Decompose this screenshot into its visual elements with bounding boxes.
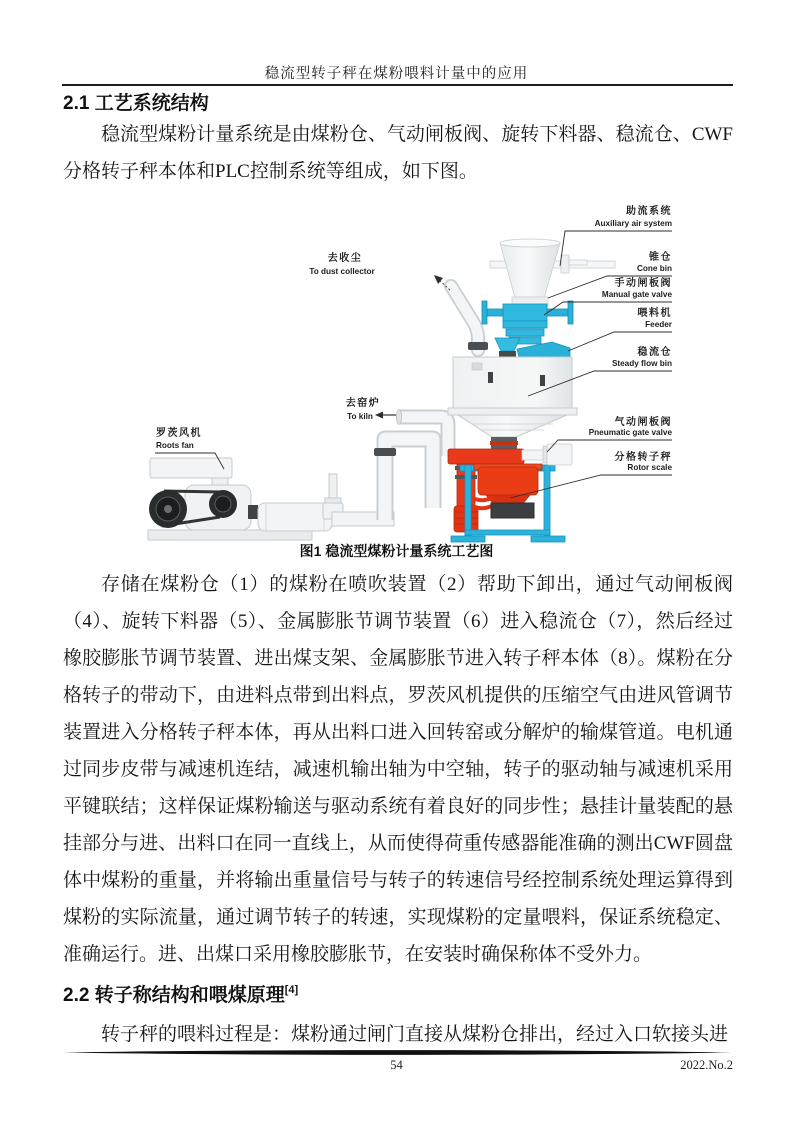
kiln-arrow-icon xyxy=(375,412,383,419)
label-rotor-scale-zh: 分格转子秤 xyxy=(614,452,672,463)
section-heading-2-1: 2.1 工艺系统结构 xyxy=(63,93,209,114)
cone-bin-illustration xyxy=(500,239,560,306)
label-kiln-en: To kiln xyxy=(347,412,373,421)
section-heading-2-2-text: 2.2 转子称结构和喂煤原理 xyxy=(63,985,285,1006)
figure1-caption: 图1 稳流型煤粉计量系统工艺图 xyxy=(299,543,494,559)
label-kiln-zh: 去窑炉 xyxy=(345,398,381,409)
header-rule xyxy=(62,84,733,86)
intro-paragraph: 稳流型煤粉计量系统是由煤粉仓、气动闸板阀、旋转下料器、稳流仓、CWF分格转子秤本体和PLC控制系统等组成，如下图。 xyxy=(63,124,733,182)
roots-fan-illustration xyxy=(148,458,394,540)
label-cone-en: Cone bin xyxy=(636,264,672,273)
page-number: 54 xyxy=(390,1058,403,1072)
label-manual-valve-zh: 手动闸板阀 xyxy=(614,278,672,289)
label-roots-fan-zh: 罗茨风机 xyxy=(156,428,202,439)
label-steady-bin-zh: 稳流仓 xyxy=(637,347,672,358)
label-rotor-scale-en: Rotor scale xyxy=(627,463,672,472)
label-manual-valve-en: Manual gate valve xyxy=(601,290,672,299)
main-paragraph: 存储在煤粉仓（1）的煤粉在喷吹装置（2）帮助下卸出，通过气动闸板阀（4）、旋转下料器（5）、金属膨胀节调节装置（6）进入稳流仓（7），然后经过橡胶膨胀节调节装置、进出煤支架、金属膨胀节进入转子秤本体（8）。煤粉在分格转子的带动下，由进料点带到出料点，罗茨风机提供的压缩空气由进风管调节装置进入分格转子秤本体，再从出料口进入回转窑或分解炉的输煤管道。电机通过同步皮带与减速机连结，减速机输出轴为中空轴，转子的驱动轴与减速机采用平键联结；这样保证煤粉输送与驱动系统有着良好的同步性；悬挂计量装配的悬挂部分与进、出料口在同一直线上，从而使得荷重传感器能准确的测出CWF圆盘体中煤粉的重量，并将输出重量信号与转子的转速信号经控制系统处理运算得到煤粉的实际流量，通过调节转子的转速，实现煤粉的定量喂料，保证系统稳定、准确运行。进、出煤口采用橡胶膨胀节，在安装时确保称体不受外力。 xyxy=(63,574,733,965)
dust-arrow-icon xyxy=(434,275,443,284)
steady-flow-bin-illustration xyxy=(448,357,577,449)
label-roots-fan-en: Roots fan xyxy=(156,441,194,450)
diagram-labels xyxy=(155,204,673,498)
label-feeder-zh: 喂料机 xyxy=(637,308,672,319)
label-dust-zh: 去收尘 xyxy=(327,253,363,264)
label-pneumatic-valve-en: Pneumatic gate valve xyxy=(588,428,672,437)
label-dust-en: To dust collector xyxy=(309,267,375,276)
label-aux-zh: 助流系统 xyxy=(626,206,672,217)
label-cone-zh: 锥仓 xyxy=(649,252,672,263)
feeder-illustration xyxy=(495,321,570,362)
section-heading-2-2 xyxy=(63,980,733,1007)
pneumatic-gate-valve-illustration xyxy=(522,444,572,465)
citation-ref: [4] xyxy=(284,984,299,996)
figure1-process-diagram xyxy=(120,198,680,550)
issue-number: 2022.No.2 xyxy=(680,1058,733,1072)
running-header-title: 稳流型转子秤在煤粉喂料计量中的应用 xyxy=(264,66,529,82)
label-aux-en: Auxiliary air system xyxy=(594,219,672,228)
label-pneumatic-valve-zh: 气动闸板阀 xyxy=(614,417,672,428)
section-2-2-paragraph: 转子秤的喂料过程是：煤粉通过闸门直接从煤粉仓排出，经过入口软接头进 xyxy=(101,1024,729,1045)
label-feeder-en: Feeder xyxy=(645,320,672,329)
footer-rule xyxy=(63,1049,733,1057)
air-pipe-loop xyxy=(374,439,433,520)
label-steady-bin-en: Steady flow bin xyxy=(611,359,672,368)
